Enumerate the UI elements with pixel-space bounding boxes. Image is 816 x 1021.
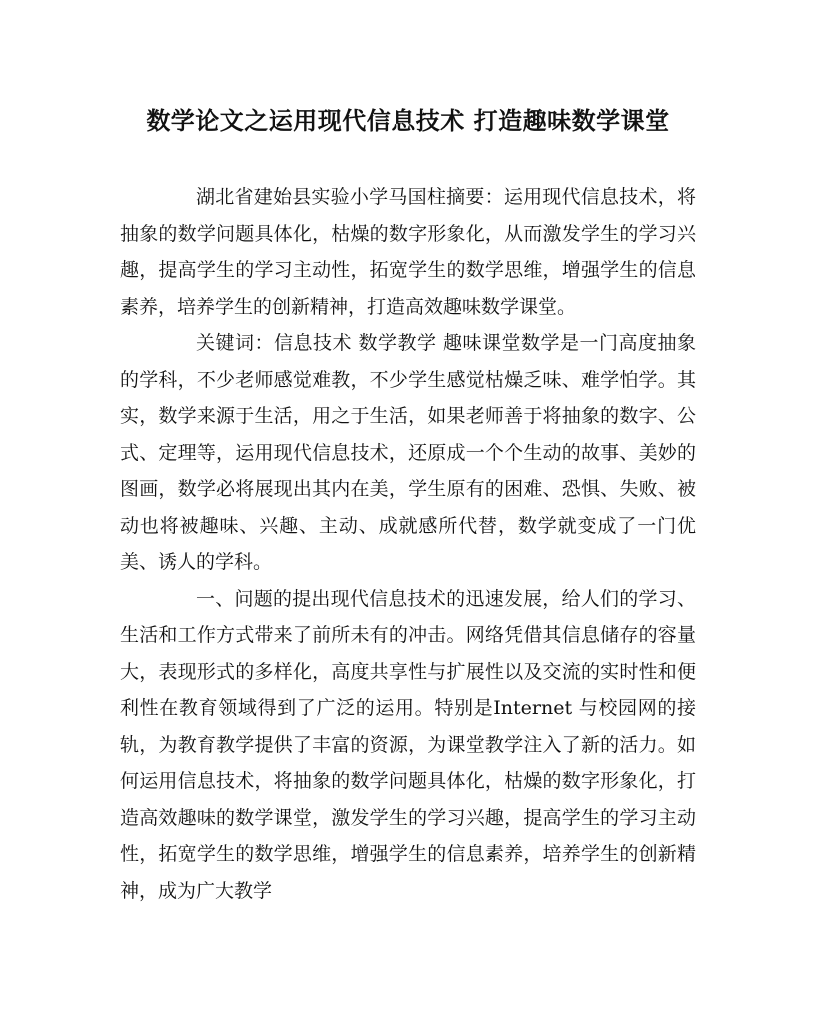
document-title: 数学论文之运用现代信息技术 打造趣味数学课堂 xyxy=(146,106,670,135)
section-one-paragraph: 一、问题的提出现代信息技术的迅速发展，给人们的学习、生活和工作方式带来了前所未有的冲击。网络凭借其信息储存的容量大，表现形式的多样化，高度共享性与扩展性以及交流的实时性和便利性在教育领域得到了广泛的运用。特别是Internet 与校园网的接轨，为教育教学提供了丰富的资源，为课堂教学注入了新的活力。如何运用信息技术，将抽象的数学问题具体化，枯燥的数字形象化，打造高效趣味的数学课堂，激发学生的学习兴趣，提高学生的学习主动性，拓宽学生的数学思维，增强学生的信息素养，培养学生的创新精神，成为广大教学 xyxy=(120,587,696,902)
abstract-paragraph: 湖北省建始县实验小学马国柱摘要：运用现代信息技术，将抽象的数学问题具体化，枯燥的数字形象化，从而激发学生的学习兴趣，提高学生的学习主动性，拓宽学生的数学思维，增强学生的信息素养，培养学生的创新精神，打造高效趣味数学课堂。 xyxy=(120,186,696,318)
keywords-paragraph: 关键词：信息技术 数学教学 趣味课堂数学是一门高度抽象的学科，不少老师感觉难教，不少学生感觉枯燥乏味、难学怕学。其实，数学来源于生活，用之于生活，如果老师善于将抽象的数字、公式、定理等，运用现代信息技术，还原成一个个生动的故事、美妙的图画，数学必将展现出其内在美，学生原有的困难、恐惧、失败、被动也将被趣味、兴趣、主动、成就感所代替，数学就变成了一门优美、诱人的学科。 xyxy=(120,332,696,573)
document-body xyxy=(120,179,696,909)
